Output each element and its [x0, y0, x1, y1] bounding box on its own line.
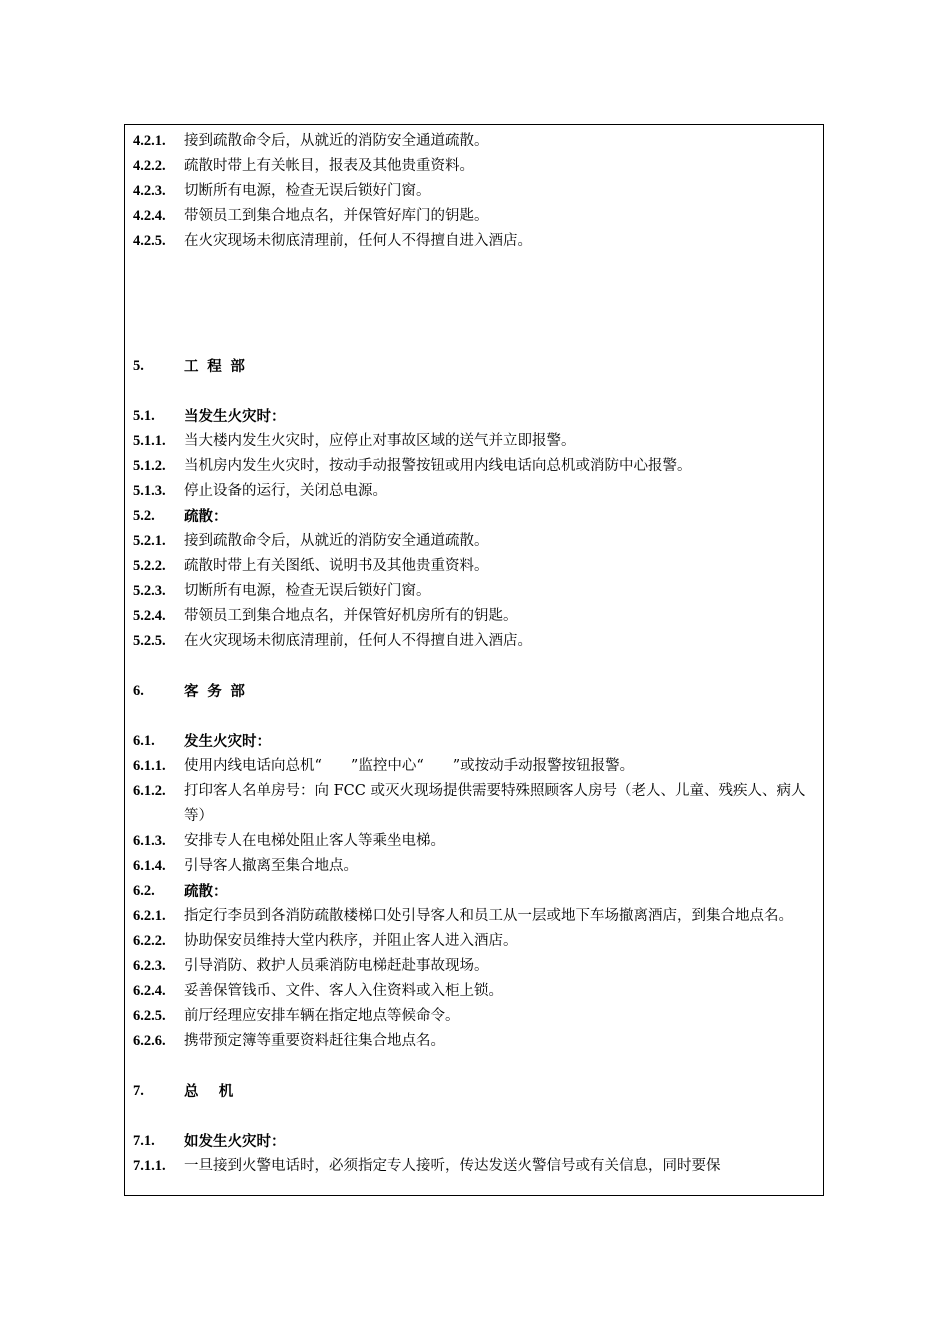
- list-item: [133, 204, 817, 229]
- section-heading-7: [133, 1079, 817, 1104]
- item-text: 携带预定簿等重要资料赶往集合地点名。: [184, 1033, 445, 1049]
- spacer: [133, 654, 817, 679]
- list-item: [133, 554, 817, 579]
- list-item: [133, 579, 817, 604]
- subsection-title: 发生火灾时：: [184, 733, 271, 750]
- item-number: 6.2.5.: [133, 1008, 166, 1024]
- item-text: 前厅经理应安排车辆在指定地点等候命令。: [184, 1008, 460, 1024]
- list-item: [133, 979, 817, 1004]
- item-number: 6.1.1.: [133, 758, 166, 774]
- item-number: 6.2.1.: [133, 908, 166, 924]
- list-item: [133, 479, 817, 504]
- item-number: 4.2.5.: [133, 233, 166, 249]
- subsection-title: 当发生火灾时：: [184, 408, 286, 425]
- subsection-heading: [133, 729, 817, 754]
- item-text: 停止设备的运行，关闭总电源。: [184, 483, 387, 499]
- subsection-number: 6.2.: [133, 883, 155, 899]
- list-item: [133, 229, 817, 254]
- list-item: [133, 754, 817, 779]
- subsection-number: 7.1.: [133, 1133, 155, 1149]
- item-number: 5.2.3.: [133, 583, 166, 599]
- list-item: [133, 1154, 817, 1179]
- subsection-title: 如发生火灾时：: [184, 1133, 286, 1150]
- item-text: 在火灾现场未彻底清理前，任何人不得擅自进入酒店。: [184, 233, 532, 249]
- list-item: [133, 604, 817, 629]
- item-text: 接到疏散命令后，从就近的消防安全通道疏散。: [184, 533, 489, 549]
- item-text: 引导客人撤离至集合地点。: [184, 858, 358, 874]
- item-number: 5.1.3.: [133, 483, 166, 499]
- item-text: 疏散时带上有关帐目，报表及其他贵重资料。: [184, 158, 474, 174]
- spacer: [133, 254, 817, 354]
- item-number: 4.2.2.: [133, 158, 166, 174]
- section-heading-6: [133, 679, 817, 704]
- list-item: [133, 179, 817, 204]
- list-item: [133, 629, 817, 654]
- list-item: [133, 954, 817, 979]
- section-title: 客务部: [184, 683, 254, 700]
- item-number: 4.2.1.: [133, 133, 166, 149]
- item-number: 6.2.3.: [133, 958, 166, 974]
- spacer: [133, 704, 817, 729]
- item-text: 切断所有电源，检查无误后锁好门窗。: [184, 583, 431, 599]
- item-text: 妥善保管钱币、文件、客人入住资料或入柜上锁。: [184, 983, 503, 999]
- list-item: [133, 854, 817, 879]
- list-item: [133, 929, 817, 954]
- subsection-heading: [133, 404, 817, 429]
- subsection-number: 5.1.: [133, 408, 155, 424]
- item-number: 6.2.6.: [133, 1033, 166, 1049]
- item-number: 6.2.2.: [133, 933, 166, 949]
- document-content: [133, 129, 817, 1179]
- item-text: 一旦接到火警电话时，必须指定专人接听，传达发送火警信号或有关信息，同时要保: [184, 1158, 721, 1174]
- item-number: 5.2.4.: [133, 608, 166, 624]
- subsection-heading: [133, 1129, 817, 1154]
- subsection-heading: [133, 879, 817, 904]
- subsection-number: 5.2.: [133, 508, 155, 524]
- spacer: [133, 1054, 817, 1079]
- section-number: 5.: [133, 358, 144, 374]
- list-item: [133, 779, 817, 829]
- list-item: [133, 1029, 817, 1054]
- item-text: 引导消防、救护人员乘消防电梯赶赴事故现场。: [184, 958, 489, 974]
- list-item: [133, 429, 817, 454]
- item-text: 使用内线电话向总机“ ”监控中心“ ”或按动手动报警按钮报警。: [184, 758, 635, 774]
- item-number: 5.1.2.: [133, 458, 166, 474]
- list-item: [133, 529, 817, 554]
- section-title: 总机: [184, 1083, 254, 1100]
- item-number: 4.2.4.: [133, 208, 166, 224]
- item-text: 协助保安员维持大堂内秩序，并阻止客人进入酒店。: [184, 933, 518, 949]
- subsection-heading: [133, 504, 817, 529]
- list-item: [133, 154, 817, 179]
- item-number: 5.2.5.: [133, 633, 166, 649]
- item-number: 7.1.1.: [133, 1158, 166, 1174]
- item-text: 安排专人在电梯处阻止客人等乘坐电梯。: [184, 833, 445, 849]
- subsection-number: 6.1.: [133, 733, 155, 749]
- list-item: [133, 454, 817, 479]
- item-text: 当大楼内发生火灾时，应停止对事故区域的送气并立即报警。: [184, 433, 576, 449]
- item-text: 打印客人名单房号：向 FCC 或灭火现场提供需要特殊照顾客人房号（老人、儿童、残疾人、病人等）: [184, 783, 806, 824]
- spacer: [133, 379, 817, 404]
- item-number: 6.1.3.: [133, 833, 166, 849]
- section-number: 7.: [133, 1083, 144, 1099]
- list-item: [133, 829, 817, 854]
- item-number: 6.1.2.: [133, 783, 166, 799]
- item-number: 4.2.3.: [133, 183, 166, 199]
- item-text: 当机房内发生火灾时，按动手动报警按钮或用内线电话向总机或消防中心报警。: [184, 458, 692, 474]
- item-number: 6.1.4.: [133, 858, 166, 874]
- item-text: 带领员工到集合地点名，并保管好库门的钥匙。: [184, 208, 489, 224]
- subsection-title: 疏散：: [184, 883, 228, 900]
- item-number: 5.1.1.: [133, 433, 166, 449]
- list-item: [133, 904, 817, 929]
- list-item: [133, 129, 817, 154]
- item-text: 疏散时带上有关图纸、说明书及其他贵重资料。: [184, 558, 489, 574]
- spacer: [133, 1104, 817, 1129]
- item-number: 5.2.1.: [133, 533, 166, 549]
- list-item: [133, 1004, 817, 1029]
- section-heading-5: [133, 354, 817, 379]
- item-text: 带领员工到集合地点名，并保管好机房所有的钥匙。: [184, 608, 518, 624]
- item-text: 在火灾现场未彻底清理前，任何人不得擅自进入酒店。: [184, 633, 532, 649]
- item-text: 切断所有电源，检查无误后锁好门窗。: [184, 183, 431, 199]
- item-number: 5.2.2.: [133, 558, 166, 574]
- section-number: 6.: [133, 683, 144, 699]
- item-number: 6.2.4.: [133, 983, 166, 999]
- item-text: 接到疏散命令后，从就近的消防安全通道疏散。: [184, 133, 489, 149]
- document-frame: [124, 124, 824, 1196]
- subsection-title: 疏散：: [184, 508, 228, 525]
- item-text: 指定行李员到各消防疏散楼梯口处引导客人和员工从一层或地下车场撤离酒店，到集合地点名。: [184, 908, 793, 924]
- section-title: 工程部: [184, 358, 254, 375]
